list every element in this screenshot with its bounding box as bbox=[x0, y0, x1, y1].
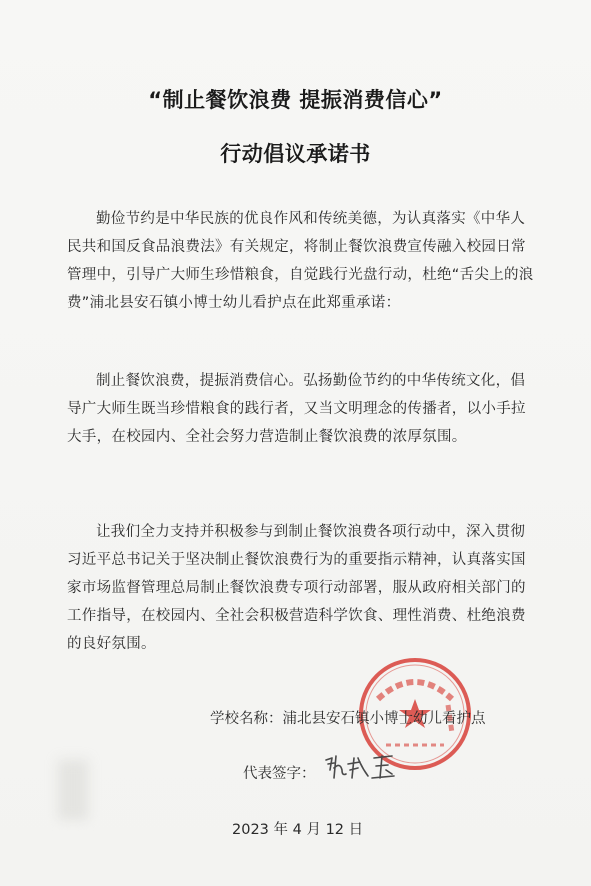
representative-signature-label: 代表签字： bbox=[243, 766, 316, 782]
school-name-line: 学校名称：浦北县安石镇小博士幼儿看护点 bbox=[210, 711, 486, 727]
paragraph-commitment: 制止餐饮浪费，提振消费信心。弘扬勤俭节约的中华传统文化，倡导广大师生既当珍惜粮食的践行者，又当文明理念的传播者，以小手拉大手，在校园内、全社会努力营造制止餐饮浪费的浓厚氛围。 bbox=[67, 373, 526, 445]
scan-blemish bbox=[58, 760, 88, 820]
paragraph-call-to-action: 让我们全力支持并积极参与到制止餐饮浪费各项行动中，深入贯彻习近平总书记关于坚决制止餐饮浪费行为的重要指示精神，认真落实国家市场监督管理总局制止餐饮浪费专项行动部署，服从政府相关部门的工作指导，在校园内、全社会积极营造科学饮食、理性消费、杜绝浪费的良好氛围。 bbox=[67, 524, 526, 652]
paragraph-intro: 勤俭节约是中华民族的优良作风和传统美德，为认真落实《中华人民共和国反食品浪费法》有关规定，将制止餐饮浪费宣传融入校园日常管理中，引导广大师生珍惜粮食，自觉践行光盘行动，杜绝“舌尖上的浪费”浦北县安石镇小博士幼儿看护点在此郑重承诺： bbox=[67, 211, 534, 311]
document-title: “制止餐饮浪费 提振消费信心” bbox=[148, 88, 443, 112]
document-subtitle: 行动倡议承诺书 bbox=[220, 142, 371, 166]
document-date: 2023 年 4 月 12 日 bbox=[232, 822, 364, 838]
handwritten-signature-icon bbox=[322, 748, 412, 788]
